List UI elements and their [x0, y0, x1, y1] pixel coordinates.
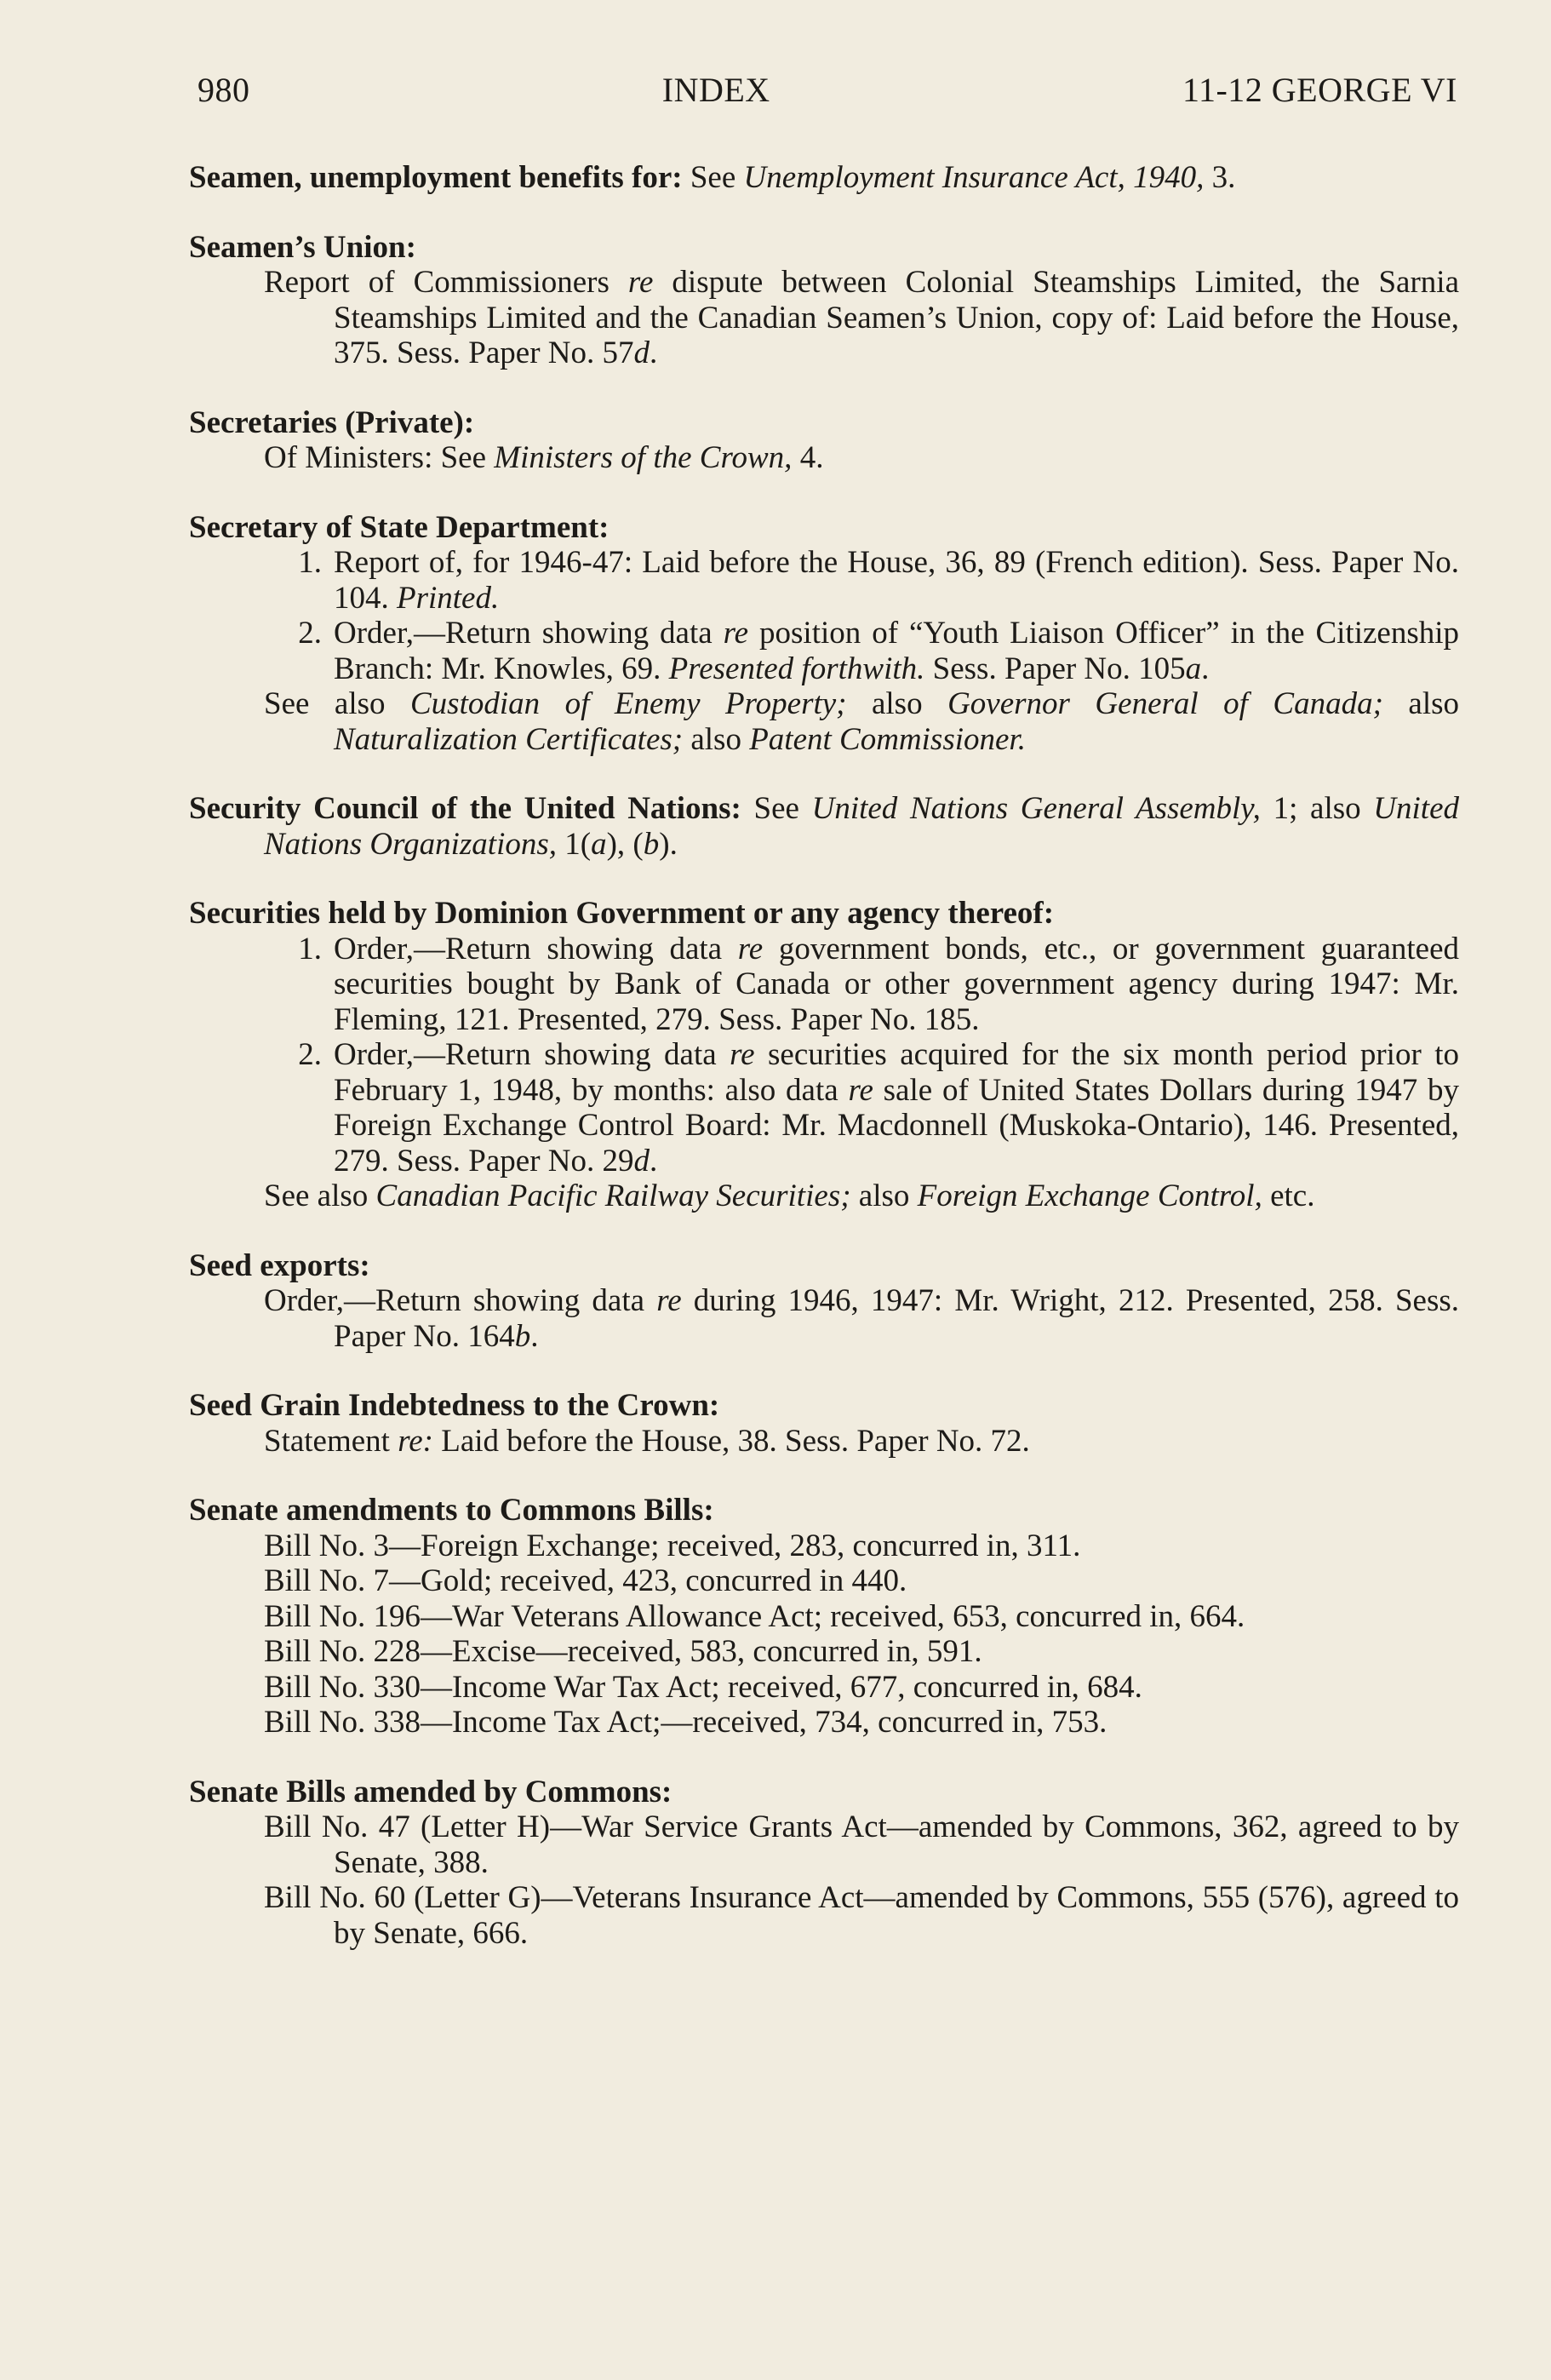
see-also: See also Canadian Pacific Railway Securities; also Foreign Exchange Control, etc. — [264, 1179, 1315, 1213]
entry-heading: Secretaries (Private): — [189, 404, 475, 440]
running-header — [197, 70, 1457, 110]
see-also: See also Custodian of Enemy Property; also Governor General of Canada; also Naturalization Certificates; also Patent Commissioner. — [264, 686, 1460, 757]
item-text: Order,—Return showing data re securities acquired for the six month period prior to February 1, 1948, by months: also data re sale of United States Dollars during 1947 by Foreign Exchange Control Board: Mr. Macdonnell (Muskoka-Ontario), 146. Presented, 279. Sess. Paper No. 29d. — [334, 1037, 1460, 1179]
entry-security-council: Security Council of the United Nations: See United Nations General Assembly, 1; also United Nations Organizations, 1(a), (b). — [189, 791, 1459, 862]
header-volume: 11-12 GEORGE VI — [1182, 71, 1457, 109]
item-number: 1. — [298, 931, 322, 966]
cross-reference: United Nations General Assembly, — [811, 791, 1261, 826]
entry-heading: Seed Grain Indebtedness to the Crown: — [189, 1388, 720, 1423]
bill-line: Bill No. 60 (Letter G)—Veterans Insurance Act—amended by Commons, 555 (576), agreed to by Senate, 666. — [264, 1880, 1459, 1951]
index-content — [189, 160, 1459, 1985]
bill-line: Bill No. 7—Gold; received, 423, concurred in 440. — [264, 1563, 907, 1598]
cross-reference: Foreign Exchange Control, — [917, 1179, 1262, 1213]
entry-secretary-of-state — [189, 510, 1459, 758]
numbered-item — [189, 1037, 1459, 1179]
entry-heading: Senate amendments to Commons Bills: — [189, 1493, 714, 1528]
item-number: 2. — [298, 616, 322, 651]
cross-reference: United Nations Organizations, — [264, 791, 1459, 862]
bill-line: Bill No. 330—Income War Tax Act; received, 677, concurred in, 684. — [264, 1669, 1142, 1705]
entry-text: Report of Commissioners re dispute between Colonial Steamships Limited, the Sarnia Steamships Limited and the Canadian Seamen’s Union, copy of: Laid before the House, 375. Sess. Paper No. 57d. — [264, 265, 1459, 370]
cross-reference: Custodian of Enemy Property; — [410, 686, 847, 721]
numbered-item — [189, 616, 1459, 686]
entry-text: Order,—Return showing data re during 1946, 1947: Mr. Wright, 212. Presented, 258. Sess. Paper No. 164b. — [264, 1283, 1460, 1354]
bill-line: Bill No. 228—Excise—received, 583, concurred in, 591. — [264, 1634, 982, 1669]
cross-reference: Ministers of the Crown, — [494, 440, 793, 475]
item-text: Order,—Return showing data re position of “Youth Liaison Officer” in the Citizenship Branch: Mr. Knowles, 69. Presented forthwith. Sess. Paper No. 105a. — [334, 616, 1459, 686]
cross-reference: Naturalization Certificates; — [334, 721, 684, 757]
entry-securities — [189, 896, 1459, 1214]
entry-heading: Seamen, unemployment benefits for: — [189, 160, 683, 195]
cross-reference: Unemployment Insurance Act, 1940, — [743, 160, 1205, 195]
entry-seed-exports — [189, 1248, 1459, 1355]
cross-reference: Governor General of Canada; — [947, 686, 1383, 721]
bill-line: Bill No. 3—Foreign Exchange; received, 283, concurred in, 311. — [264, 1528, 1081, 1563]
entry-senate-bills — [189, 1775, 1459, 1952]
numbered-item — [189, 932, 1459, 1038]
page-number: 980 — [197, 71, 250, 109]
header-title: INDEX — [661, 71, 770, 109]
entry-heading: Senate Bills amended by Commons: — [189, 1774, 672, 1809]
entry-text: Statement re: Laid before the House, 38. Sess. Paper No. 72. — [264, 1423, 1030, 1459]
bill-line: Bill No. 47 (Letter H)—War Service Grants Act—amended by Commons, 362, agreed to by Senate, 388. — [264, 1809, 1459, 1880]
entry-heading: Secretary of State Department: — [189, 509, 610, 545]
entry-seamens-union — [189, 230, 1459, 371]
bill-line: Bill No. 338—Income Tax Act;—received, 734, concurred in, 753. — [264, 1705, 1107, 1740]
cross-reference: Canadian Pacific Railway Securities; — [375, 1179, 851, 1213]
item-number: 2. — [298, 1037, 322, 1072]
entry-seed-grain — [189, 1388, 1459, 1459]
item-text: Report of, for 1946-47: Laid before the House, 36, 89 (French edition). Sess. Paper No. 104. Printed. — [334, 545, 1459, 616]
item-text: Order,—Return showing data re government bonds, etc., or government guaranteed securities bought by Bank of Canada or other government agency during 1947: Mr. Fleming, 121. Presented, 279. Sess. Paper No. 185. — [334, 931, 1460, 1037]
entry-heading: Seamen’s Union: — [189, 229, 416, 265]
entry-seamen-benefits: Seamen, unemployment benefits for: See Unemployment Insurance Act, 1940, 3. — [189, 160, 1236, 195]
item-number: 1. — [298, 545, 322, 580]
cross-reference: Patent Commissioner. — [749, 721, 1026, 757]
entry-senate-amendments — [189, 1493, 1459, 1741]
bill-line: Bill No. 196—War Veterans Allowance Act; received, 653, concurred in, 664. — [264, 1598, 1245, 1634]
entry-secretaries — [189, 405, 1459, 476]
entry-text: Of Ministers: See Ministers of the Crown, 4. — [264, 440, 824, 475]
entry-heading: Seed exports: — [189, 1247, 370, 1283]
entry-heading: Security Council of the United Nations: — [189, 791, 741, 826]
numbered-item — [189, 545, 1459, 616]
entry-heading: Securities held by Dominion Government or any agency thereof: — [189, 896, 1055, 931]
